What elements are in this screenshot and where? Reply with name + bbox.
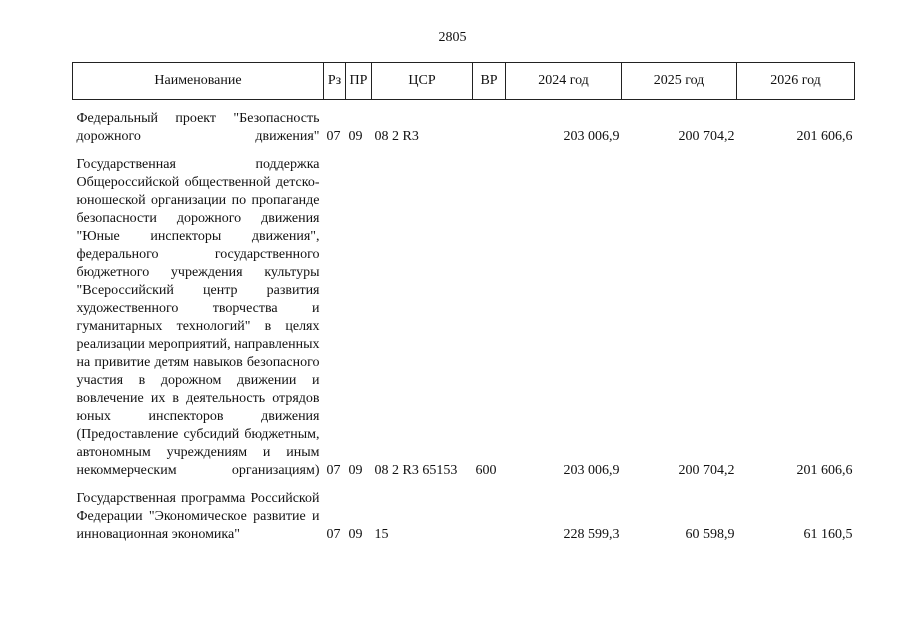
table-row [73,156,855,490]
page-number: 2805 [438,30,467,45]
header-2025: 2025 год [622,63,737,100]
header-2024: 2024 год [506,63,622,100]
budget-table [72,62,855,554]
header-name: Наименование [73,63,324,100]
row-2025: 200 704,2 [678,463,735,478]
row-csr: 15 [374,527,389,542]
row-2024: 203 006,9 [563,463,620,478]
header-rz: Рз [324,63,346,100]
row-2026: 201 606,6 [796,463,853,478]
row-2026: 201 606,6 [796,129,853,144]
row-vr: 600 [475,463,497,478]
header-pr: ПР [346,63,372,100]
row-pr: 09 [348,527,363,542]
row-csr: 08 2 R3 65153 [374,463,458,478]
row-name: Федеральный проект "Безопасность дорожного движения" [76,111,320,144]
row-2026: 61 160,5 [803,527,853,542]
row-vr [473,490,506,554]
row-csr: 08 2 R3 [374,129,419,144]
table-row [73,490,855,554]
table-row [73,100,855,157]
header-vr: ВР [473,63,506,100]
row-rz: 07 [326,129,341,144]
row-pr: 09 [348,463,363,478]
header-csr: ЦСР [372,63,473,100]
header-row [73,63,855,100]
row-name: Государственная программа Российской Федерации "Экономическое развитие и инновационная экономика" [76,491,320,542]
row-2024: 228 599,3 [563,527,620,542]
row-2024: 203 006,9 [563,129,620,144]
row-rz: 07 [326,463,341,478]
row-name: Государственная поддержка Общероссийской общественной детско-юношеской организации по пропаганде безопасности дорожного движения "Юные инспекторы движения", федерального государственного бюджетного учреждения культуры "Всероссийский центр развития художественного творчества и гуманитарных технологий" в целях реализации мероприятий, направленных на привитие детям навыков безопасного участия в дорожном движении и вовлечение их в деятельность отрядов юных инспекторов движения (Предоставление субсидий бюджетным, автономным учреждениям и иным некоммерческим организациям) [76,157,320,478]
row-rz: 07 [326,527,341,542]
row-2025: 200 704,2 [678,129,735,144]
row-pr: 09 [348,129,363,144]
header-2026: 2026 год [737,63,855,100]
row-vr [473,100,506,157]
row-2025: 60 598,9 [685,527,735,542]
